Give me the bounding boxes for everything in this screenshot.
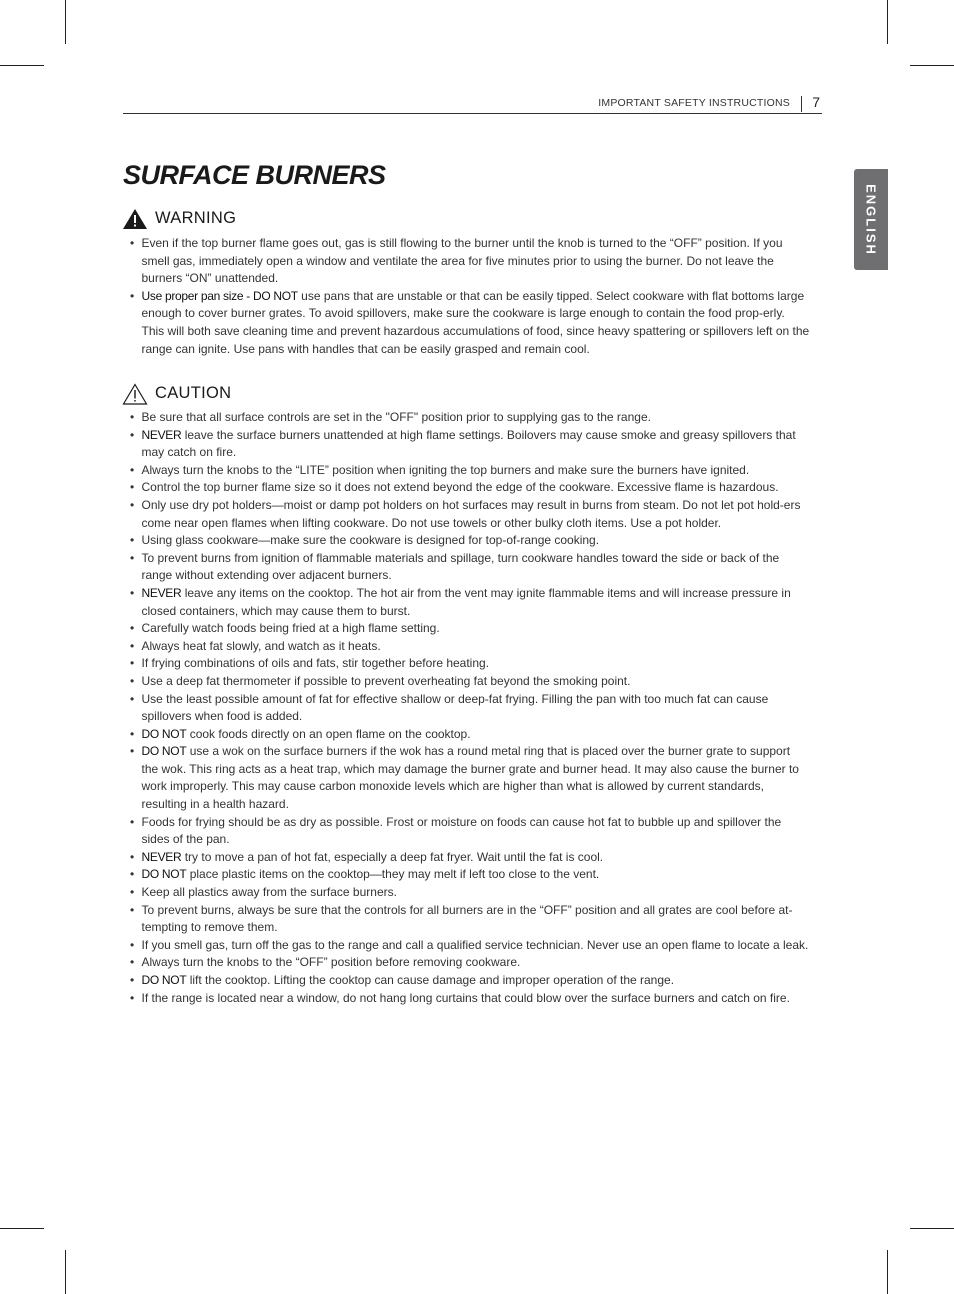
list-item: [130, 585, 810, 620]
crop-mark: [910, 65, 954, 66]
caution-heading-text: CAUTION: [155, 384, 232, 402]
emphasis-lead: Use proper pan size - DO NOT: [141, 288, 298, 303]
list-item: [130, 691, 810, 726]
list-item: [130, 532, 810, 550]
emphasis-lead: DO NOT: [141, 744, 187, 759]
warning-triangle-icon: [122, 208, 148, 230]
list-item: [130, 849, 810, 867]
crop-mark: [887, 1250, 888, 1294]
caution-triangle-icon: [122, 383, 148, 405]
caution-list: [130, 409, 810, 1007]
list-item-text: Keep all plastics away from the surface burners.: [141, 885, 397, 900]
emphasis-lead: NEVER: [141, 585, 182, 600]
list-item: [130, 479, 810, 497]
list-item: [130, 726, 810, 744]
list-item-text: Always heat fat slowly, and watch as it heats.: [141, 638, 381, 653]
list-item: [130, 550, 810, 585]
list-item-text: If you smell gas, turn off the gas to the range and call a qualified service technician. Never use an open flame to locate a leak.: [141, 937, 809, 952]
list-item: [130, 866, 810, 884]
list-item: [130, 497, 810, 532]
list-item-text: Be sure that all surface controls are set in the "OFF" position prior to supplying gas to the range.: [141, 410, 651, 424]
running-header: [123, 96, 822, 114]
list-item-text: Use the least possible amount of fat for effective shallow or deep-fat frying. Filling the pan with too much fat can cause spillovers when food is added.: [141, 691, 769, 724]
header-divider: [801, 96, 802, 112]
list-item: [130, 884, 810, 902]
list-item-text: Foods for frying should be as dry as possible. Frost or moisture on foods can cause hot fat to bubble up and spillover the sides of the pan.: [141, 814, 782, 847]
list-item-text: cook foods directly on an open flame on the cooktop.: [186, 726, 471, 741]
list-item-text: Always turn the knobs to the “OFF” position before removing cookware.: [141, 955, 521, 970]
list-item: [130, 814, 810, 849]
list-item: [130, 902, 810, 937]
crop-mark: [0, 1228, 44, 1229]
list-item: [130, 288, 810, 358]
crop-mark: [910, 1228, 954, 1229]
warning-list: [130, 235, 810, 358]
list-item-text: lift the cooktop. Lifting the cooktop can cause damage and improper operation of the range.: [186, 973, 675, 987]
list-item-text: place plastic items on the cooktop—they may melt if left too close to the vent.: [186, 867, 600, 882]
list-item-text: Carefully watch foods being fried at a high flame setting.: [141, 621, 440, 636]
emphasis-lead: DO NOT: [141, 867, 187, 882]
list-item: [130, 954, 810, 972]
list-item-text: try to move a pan of hot fat, especially a deep fat fryer. Wait until the fat is cool.: [181, 849, 604, 864]
language-tab-label: ENGLISH: [863, 183, 879, 256]
list-item-text: Always turn the knobs to the “LITE” position when igniting the top burners and make sure the burners have ignited.: [141, 462, 750, 477]
list-item: [130, 990, 810, 1008]
list-item: [130, 743, 810, 813]
list-item-text: To prevent burns, always be sure that the controls for all burners are in the “OFF” position and all grates are cool before at-tempting to remove them.: [141, 902, 793, 935]
emphasis-lead: DO NOT: [141, 973, 187, 987]
list-item: [130, 427, 810, 462]
list-item-text: To prevent burns from ignition of flammable materials and spillage, turn cookware handles toward the side or back of the range without extending over adjacent burners.: [141, 550, 780, 583]
list-item-text: leave the surface burners unattended at high flame settings. Boilovers may cause smoke and greasy spillovers that may catch on fire.: [141, 427, 796, 460]
list-item-text: Control the top burner flame size so it does not extend beyond the edge of the cookware. Excessive flame is hazardous.: [141, 480, 779, 495]
emphasis-lead: DO NOT: [141, 726, 187, 741]
list-item: [130, 620, 810, 638]
list-item-text: Only use dry pot holders—moist or damp pot holders on hot surfaces may result in burns from steam. Do not let pot hold-ers come near open flames when lifting cookware. Do not use towels or other bulky cloth items. Use a pot holder.: [141, 497, 801, 530]
page-title: SURFACE BURNERS: [123, 160, 386, 190]
list-item: [130, 462, 810, 480]
list-item: [130, 655, 810, 673]
warning-heading-text: WARNING: [155, 209, 237, 227]
emphasis-lead: NEVER: [141, 427, 182, 442]
list-item-text: use a wok on the surface burners if the wok has a round metal ring that is placed over the burner grate to support the wok. This ring acts as a heat trap, which may damage the burner grate and burner head. It may also cause the burner to work improperly. This may cause carbon monoxide levels which are higher than what is allowed by current standards, resulting in a health hazard.: [141, 744, 799, 812]
list-item: [130, 409, 810, 427]
list-item-text: Using glass cookware—make sure the cookware is designed for top-of-range cooking.: [141, 533, 600, 548]
crop-mark: [65, 1250, 66, 1294]
list-item-text: Even if the top burner flame goes out, gas is still flowing to the burner until the knob is turned to the “OFF” position. If you smell gas, immediately open a window and ventilate the area for five minutes prior to using the burner. Do not leave the burners “ON” unattended.: [141, 236, 783, 286]
crop-mark: [0, 65, 44, 66]
list-item-text: Use a deep fat thermometer if possible to prevent overheating fat beyond the smoking point.: [141, 673, 631, 688]
list-item: [130, 235, 810, 288]
list-item-text: If the range is located near a window, do not hang long curtains that could blow over the surface burners and catch on fire.: [141, 990, 790, 1005]
crop-mark: [887, 0, 888, 44]
list-item: [130, 638, 810, 656]
emphasis-lead: NEVER: [141, 849, 182, 864]
language-tab: [854, 169, 888, 270]
list-item: [130, 673, 810, 691]
page-number: 7: [812, 94, 820, 110]
crop-mark: [65, 0, 66, 44]
list-item-text: use pans that are unstable or that can be easily tipped. Select cookware with flat bottoms large enough to cover burner grates. To avoid spillovers, make sure the cookware is large enough to contain the food prop-erly. This will both save cleaning time and prevent hazardous accumulations of food, since heavy spattering or spillovers left on the range can ignite. Use pans with handles that can be easily grasped and remain cool.: [141, 288, 810, 356]
list-item: [130, 937, 810, 955]
header-section-title: IMPORTANT SAFETY INSTRUCTIONS: [598, 97, 790, 109]
list-item: [130, 972, 810, 990]
list-item-text: If frying combinations of oils and fats, stir together before heating.: [141, 656, 490, 671]
list-item-text: leave any items on the cooktop. The hot air from the vent may ignite flammable items and will increase pressure in closed containers, which may cause them to burst.: [141, 585, 791, 618]
